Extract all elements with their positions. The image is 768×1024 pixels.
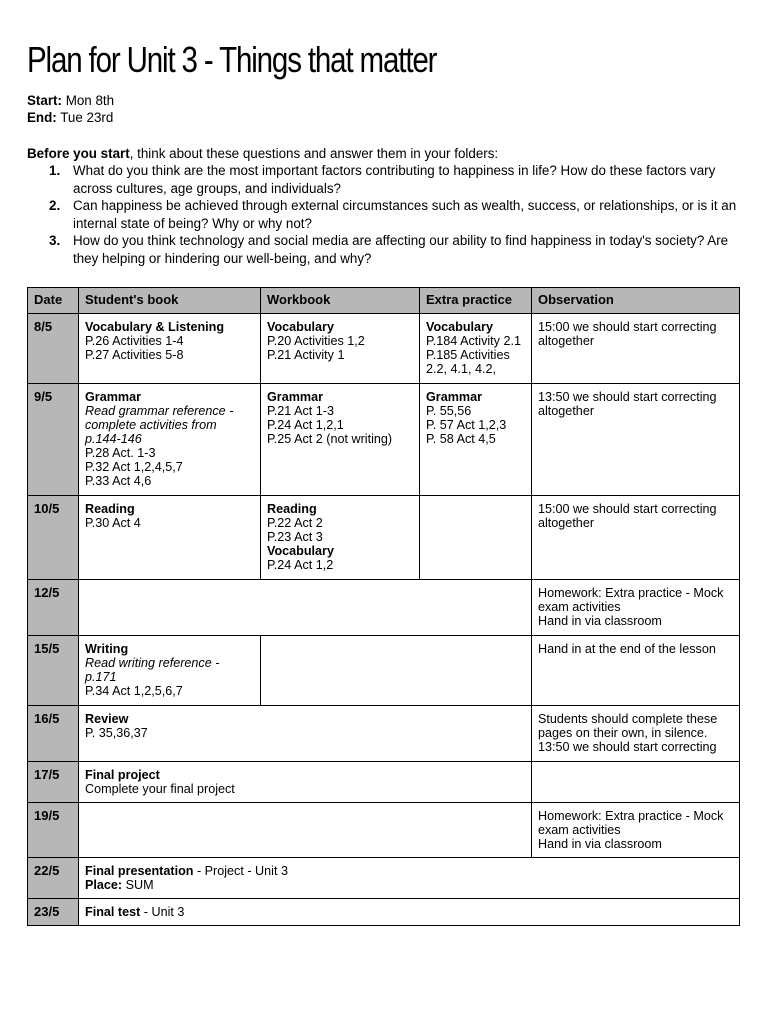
- table-header-row: [28, 288, 740, 314]
- cell-line: P.34 Act 1,2,5,6,7: [85, 684, 183, 698]
- end-label: End:: [27, 110, 57, 125]
- row-date: 9/5: [28, 384, 79, 496]
- cell-line: 13:50 we should start correcting altogether: [538, 390, 717, 418]
- cell-line: P.32 Act 1,2,4,5,7: [85, 460, 183, 474]
- cell-heading: Final project: [85, 768, 160, 782]
- observation-cell: [532, 314, 740, 384]
- table-row: [28, 580, 740, 636]
- page-title: Plan for Unit 3 - Things that matter: [27, 39, 437, 80]
- observation-cell: [532, 496, 740, 580]
- cell-heading: Reading: [85, 502, 135, 516]
- cell-line: Students should complete these pages on their own, in silence.: [538, 712, 718, 740]
- extra-practice-cell: [420, 496, 532, 580]
- row-date: 23/5: [28, 899, 79, 926]
- cell-line: P. 57 Act 1,2,3: [426, 418, 507, 432]
- cell-heading: Review: [85, 712, 129, 726]
- row-date: 8/5: [28, 314, 79, 384]
- cell-line: P. 55,56: [426, 404, 472, 418]
- question-text: What do you think are the most important factors contributing to happiness in life? How do these factors vary across cultures, age groups, and individuals?: [73, 163, 716, 196]
- place-value: SUM: [122, 878, 154, 892]
- cell-line: P.22 Act 2: [267, 516, 323, 530]
- header-workbook: Workbook: [261, 288, 420, 314]
- cell-heading: Vocabulary: [267, 320, 334, 334]
- table-row: [28, 636, 740, 706]
- header-extra-practice: Extra practice: [420, 288, 532, 314]
- cell-line: P.24 Act 1,2: [267, 558, 334, 572]
- cell-line: P.24 Act 1,2,1: [267, 418, 344, 432]
- cell-line: P.21 Act 1-3: [267, 404, 334, 418]
- cell-heading: Writing: [85, 642, 129, 656]
- cell-line: 15:00 we should start correcting altogether: [538, 320, 717, 348]
- cell-line: P.26 Activities 1-4: [85, 334, 184, 348]
- full-width-cell: [79, 899, 740, 926]
- row-date: 15/5: [28, 636, 79, 706]
- cell-line: 15:00 we should start correcting altogether: [538, 502, 717, 530]
- question-number: 2.: [49, 198, 61, 213]
- observation-cell: [532, 706, 740, 762]
- cell-heading: Grammar: [426, 390, 483, 404]
- header-observation: Observation: [532, 288, 740, 314]
- cell-line: P.25 Act 2 (not writing): [267, 432, 393, 446]
- extra-practice-cell: [420, 384, 532, 496]
- start-label: Start:: [27, 93, 62, 108]
- empty-cell: [79, 580, 532, 636]
- row-date: 12/5: [28, 580, 79, 636]
- header-students-book: Student's book: [79, 288, 261, 314]
- full-width-cell: [79, 858, 740, 899]
- cell-line: P.27 Activities 5-8: [85, 348, 184, 362]
- cell-line: - Project - Unit 3: [193, 864, 288, 878]
- cell-heading: Grammar: [267, 390, 324, 404]
- observation-cell: [532, 803, 740, 858]
- table-row: [28, 706, 740, 762]
- table-row: [28, 496, 740, 580]
- workbook-cell: [261, 496, 420, 580]
- cell-line: P.33 Act 4,6: [85, 474, 152, 488]
- students-book-cell: [79, 314, 261, 384]
- cell-line: Homework: Extra practice - Mock exam activities: [538, 809, 724, 837]
- cell-heading: Vocabulary: [426, 320, 493, 334]
- cell-line: Read writing reference - p.171: [85, 656, 220, 684]
- observation-cell: [532, 762, 740, 803]
- cell-line: Read grammar reference - complete activities from p.144-146: [85, 404, 234, 446]
- question-number: 3.: [49, 233, 61, 248]
- observation-cell: [532, 384, 740, 496]
- intro-bold: Before you start: [27, 146, 130, 161]
- table-row: [28, 384, 740, 496]
- intro-text: [27, 145, 498, 162]
- cell-line: P. 35,36,37: [85, 726, 148, 740]
- question-item: [27, 232, 739, 267]
- start-date: [27, 92, 114, 109]
- question-number: 1.: [49, 163, 61, 178]
- intro-rest: , think about these questions and answer them in your folders:: [129, 146, 499, 161]
- end-value: Tue 23rd: [60, 110, 114, 125]
- students-book-cell: [79, 762, 532, 803]
- table-row: [28, 803, 740, 858]
- cell-heading: Vocabulary: [267, 544, 334, 558]
- row-date: 19/5: [28, 803, 79, 858]
- cell-heading: Final presentation: [85, 864, 194, 878]
- row-date: 10/5: [28, 496, 79, 580]
- observation-cell: [532, 580, 740, 636]
- cell-line: P.23 Act 3: [267, 530, 323, 544]
- question-text: How do you think technology and social media are affecting our ability to find happiness in today's society? Are they helping or hindering our well-being, and why?: [73, 233, 729, 266]
- table-row: [28, 858, 740, 899]
- question-text: Can happiness be achieved through external circumstances such as wealth, success, or relationships, or is it an internal state of being? Why or why not?: [73, 198, 737, 231]
- cell-line: Complete your final project: [85, 782, 235, 796]
- table-row: [28, 314, 740, 384]
- cell-line: Hand in via classroom: [538, 837, 662, 851]
- cell-line: P.30 Act 4: [85, 516, 141, 530]
- end-date: [27, 109, 113, 126]
- cell-line: 13:50 we should start correcting: [538, 740, 717, 754]
- cell-line: P.20 Activities 1,2: [267, 334, 365, 348]
- header-date: Date: [28, 288, 79, 314]
- row-date: 17/5: [28, 762, 79, 803]
- cell-heading: Grammar: [85, 390, 142, 404]
- students-book-cell: [79, 496, 261, 580]
- workbook-cell: [261, 314, 420, 384]
- cell-line: Hand in via classroom: [538, 614, 662, 628]
- cell-line: P.21 Activity 1: [267, 348, 345, 362]
- workbook-cell: [261, 384, 420, 496]
- cell-line: P.28 Act. 1-3: [85, 446, 156, 460]
- empty-cell: [79, 803, 532, 858]
- plan-table: [27, 287, 740, 926]
- place-label: Place:: [85, 878, 123, 892]
- question-item: [27, 162, 739, 197]
- row-date: 16/5: [28, 706, 79, 762]
- cell-heading: Vocabulary & Listening: [85, 320, 225, 334]
- questions-list: [27, 162, 739, 267]
- observation-cell: [532, 636, 740, 706]
- cell-heading: Reading: [267, 502, 317, 516]
- students-book-cell: [79, 384, 261, 496]
- cell-line: P. 58 Act 4,5: [426, 432, 496, 446]
- question-item: [27, 197, 739, 232]
- table-row: [28, 762, 740, 803]
- start-value: Mon 8th: [65, 93, 115, 108]
- extra-practice-cell: [420, 314, 532, 384]
- cell-heading: Final test: [85, 905, 141, 919]
- cell-line: Homework: Extra practice - Mock exam activities: [538, 586, 724, 614]
- row-date: 22/5: [28, 858, 79, 899]
- students-book-cell: [79, 706, 532, 762]
- empty-cell: [261, 636, 532, 706]
- students-book-cell: [79, 636, 261, 706]
- cell-line: - Unit 3: [140, 905, 185, 919]
- cell-line: P.185 Activities 2.2, 4.1, 4.2,: [426, 348, 510, 376]
- cell-line: Hand in at the end of the lesson: [538, 642, 716, 656]
- table-row: [28, 899, 740, 926]
- cell-line: P.184 Activity 2.1: [426, 334, 521, 348]
